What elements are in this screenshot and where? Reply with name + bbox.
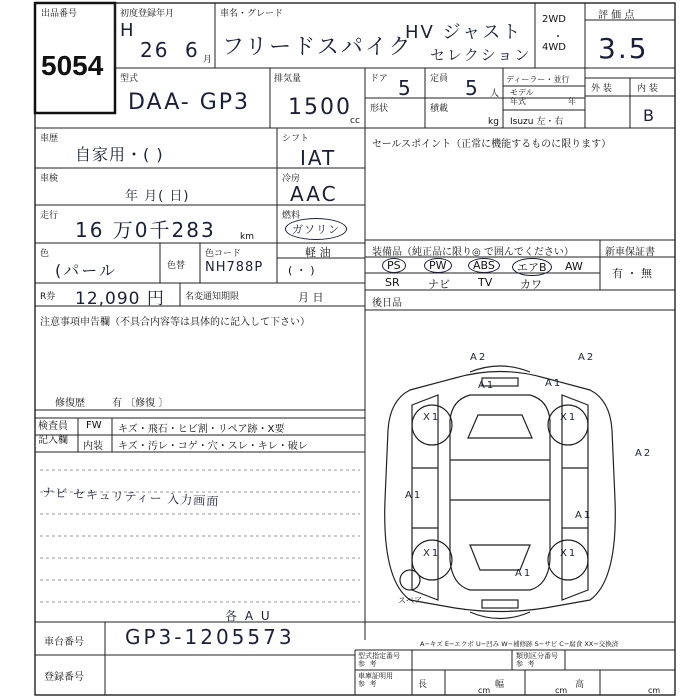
model-label: 型式 bbox=[120, 74, 139, 84]
caution-label: 注意事項申告欄（不具合内容等は具体的に記入して下さい） bbox=[40, 317, 310, 328]
drive-4wd: 4WD bbox=[542, 42, 566, 53]
height-label: 高 bbox=[575, 680, 585, 690]
equipment-sr: SR bbox=[385, 276, 400, 289]
width-unit: cm bbox=[555, 686, 568, 695]
fuel-other: ( ・ ) bbox=[288, 264, 315, 277]
damage-mark: A2 bbox=[578, 352, 596, 363]
damage-mark: A1 bbox=[575, 510, 593, 521]
history-value: 自家用・( ) bbox=[75, 145, 164, 164]
equipment-leather: カワ bbox=[520, 278, 542, 291]
inspection-label: 車検 bbox=[40, 174, 59, 184]
displacement-unit: cc bbox=[350, 116, 360, 126]
damage-mark: A2 bbox=[635, 448, 653, 459]
handwritten-note: ナビ セキュリティー 入力画面 bbox=[41, 485, 220, 509]
equipment-ps: PS bbox=[382, 258, 406, 273]
rear-items-label: 後日品 bbox=[372, 298, 402, 309]
model-year-unit: 年 bbox=[568, 97, 576, 106]
damage-mark: A2 bbox=[470, 352, 488, 363]
damage-legend: A−キズ E−エクボ U−凹み W−補修跡 S−サビ C−腐食 XX−交換済 bbox=[420, 640, 619, 648]
lot-number: 5054 bbox=[41, 50, 104, 81]
registration-label: 登録番号 bbox=[44, 672, 84, 683]
equipment-navi: ナビ bbox=[428, 278, 450, 291]
handle-label: Isuzu 左・右 bbox=[510, 117, 564, 127]
history-label: 車歴 bbox=[40, 134, 59, 144]
model-code: DAA- GP3 bbox=[128, 90, 251, 115]
mileage-label: 走行 bbox=[40, 211, 59, 221]
interior-label: 内 装 bbox=[637, 84, 658, 94]
equipment-tv: TV bbox=[478, 276, 493, 289]
capacity-label: 定員 bbox=[430, 74, 449, 84]
fw-label: FW bbox=[86, 420, 102, 431]
color-label: 色 bbox=[40, 249, 50, 259]
sales-point-label: セールスポイント（正常に機能するものに限ります） bbox=[372, 139, 612, 150]
fuel-gasoline: ガソリン bbox=[285, 218, 347, 240]
grade-line-2: セレクション bbox=[430, 46, 532, 64]
displacement-label: 排気量 bbox=[274, 74, 302, 84]
model-year-label: モデル 年式 bbox=[510, 88, 534, 106]
chassis-label: 車台番号 bbox=[44, 637, 84, 648]
type-designation-label: 型式指定番号 参 考 bbox=[358, 652, 400, 668]
load-label: 積載 bbox=[430, 104, 449, 114]
interior-notes-value: キズ・汚レ・コゲ・穴・スレ・キレ・破レ bbox=[118, 441, 308, 452]
height-unit: cm bbox=[648, 686, 661, 695]
damage-mark: A1 bbox=[515, 568, 533, 579]
length-unit: cm bbox=[478, 686, 491, 695]
car-name: フリードスパイク bbox=[222, 35, 413, 60]
doors-value: 5 bbox=[398, 76, 413, 100]
car-name-label: 車名・グレード bbox=[220, 9, 284, 19]
evaluation-label: 評 価 点 bbox=[598, 10, 635, 21]
fuel-label: 燃料 bbox=[282, 211, 301, 221]
color-value: (パール bbox=[55, 261, 117, 280]
grade-line-1: HV ジャスト bbox=[405, 22, 523, 43]
length-label: 長 bbox=[418, 680, 428, 690]
interior-score: B bbox=[643, 106, 656, 125]
vehicle-cert-label: 車庫証明用 参 考 bbox=[358, 672, 393, 688]
drive-dot: ・ bbox=[553, 32, 563, 43]
shift-label: シフト bbox=[282, 134, 310, 144]
bottom-note: 各 A U bbox=[225, 609, 272, 623]
ac-value: AAC bbox=[290, 182, 338, 206]
month-unit: 月 bbox=[203, 55, 213, 65]
interior-notes-label: 内装 bbox=[83, 441, 103, 452]
first-registration-label: 初度登録年月 bbox=[120, 9, 175, 19]
equipment-aw: AW bbox=[565, 260, 583, 273]
width-label: 幅 bbox=[495, 680, 505, 690]
damage-mark: A1 bbox=[545, 378, 563, 389]
exterior-label: 外 装 bbox=[591, 84, 612, 94]
color-code-label: 色コード bbox=[205, 249, 242, 259]
spare-label: スペア bbox=[398, 596, 422, 605]
color-code: NH788P bbox=[205, 260, 264, 275]
drive-2wd: 2WD bbox=[542, 14, 566, 25]
shift-value: IAT bbox=[300, 146, 337, 170]
equipment-label: 装備品（純正品に限り◎ で囲んでください） bbox=[372, 247, 574, 258]
damage-mark: A1 bbox=[405, 490, 423, 501]
dealer-label: ディーラー・並行 bbox=[506, 75, 570, 84]
recycle-label: R券 bbox=[40, 292, 56, 302]
repair-history-label: 修復歴 bbox=[55, 398, 85, 409]
damage-mark: X1 bbox=[423, 412, 441, 423]
damage-mark: X1 bbox=[560, 412, 578, 423]
equipment-abs: ABS bbox=[468, 258, 500, 273]
equipment-airbag: エアB bbox=[512, 258, 552, 276]
first-registration-month: 6 bbox=[185, 38, 200, 62]
chassis-number: GP3-1205573 bbox=[125, 625, 295, 649]
doors-label: ドア bbox=[370, 74, 388, 84]
ac-label: 冷房 bbox=[282, 174, 301, 184]
first-registration-year: 26 bbox=[140, 38, 170, 62]
evaluation-score: 3.5 bbox=[598, 32, 649, 65]
shape-label: 形状 bbox=[370, 104, 389, 114]
capacity-value: 5 bbox=[465, 76, 480, 100]
name-change-value: 月 日 bbox=[298, 291, 324, 304]
inspection-value: 年 月( 日) bbox=[125, 189, 190, 204]
name-change-label: 名変通知期限 bbox=[185, 292, 240, 302]
inspector-label: 検査員 記入欄 bbox=[38, 421, 68, 446]
first-registration-era: H bbox=[120, 20, 136, 41]
category-label: 類別区分番号 参 考 bbox=[516, 652, 558, 668]
repair-history-value: 有 〔修復 〕 bbox=[112, 398, 169, 409]
mileage-unit: km bbox=[240, 232, 254, 242]
recycle-value: 12,090 円 bbox=[75, 289, 165, 309]
warranty-value: 有 ・ 無 bbox=[612, 267, 652, 280]
fuel-diesel: 軽 油 bbox=[305, 246, 331, 259]
repaint-label: 色替 bbox=[167, 261, 186, 271]
lot-number-label: 出品番号 bbox=[41, 9, 78, 19]
damage-mark: X1 bbox=[560, 548, 578, 559]
fw-value: キズ・飛石・ヒビ割・リペア跡・X要 bbox=[118, 424, 285, 435]
damage-mark: A1 bbox=[478, 380, 496, 391]
equipment-pw: PW bbox=[424, 258, 452, 273]
mileage-value: 16 万0千283 bbox=[75, 218, 216, 242]
load-unit: kg bbox=[488, 117, 499, 127]
displacement-value: 1500 bbox=[288, 95, 352, 120]
warranty-label: 新車保証書 bbox=[605, 247, 655, 258]
capacity-unit: 人 bbox=[490, 89, 500, 99]
damage-mark: X1 bbox=[423, 548, 441, 559]
